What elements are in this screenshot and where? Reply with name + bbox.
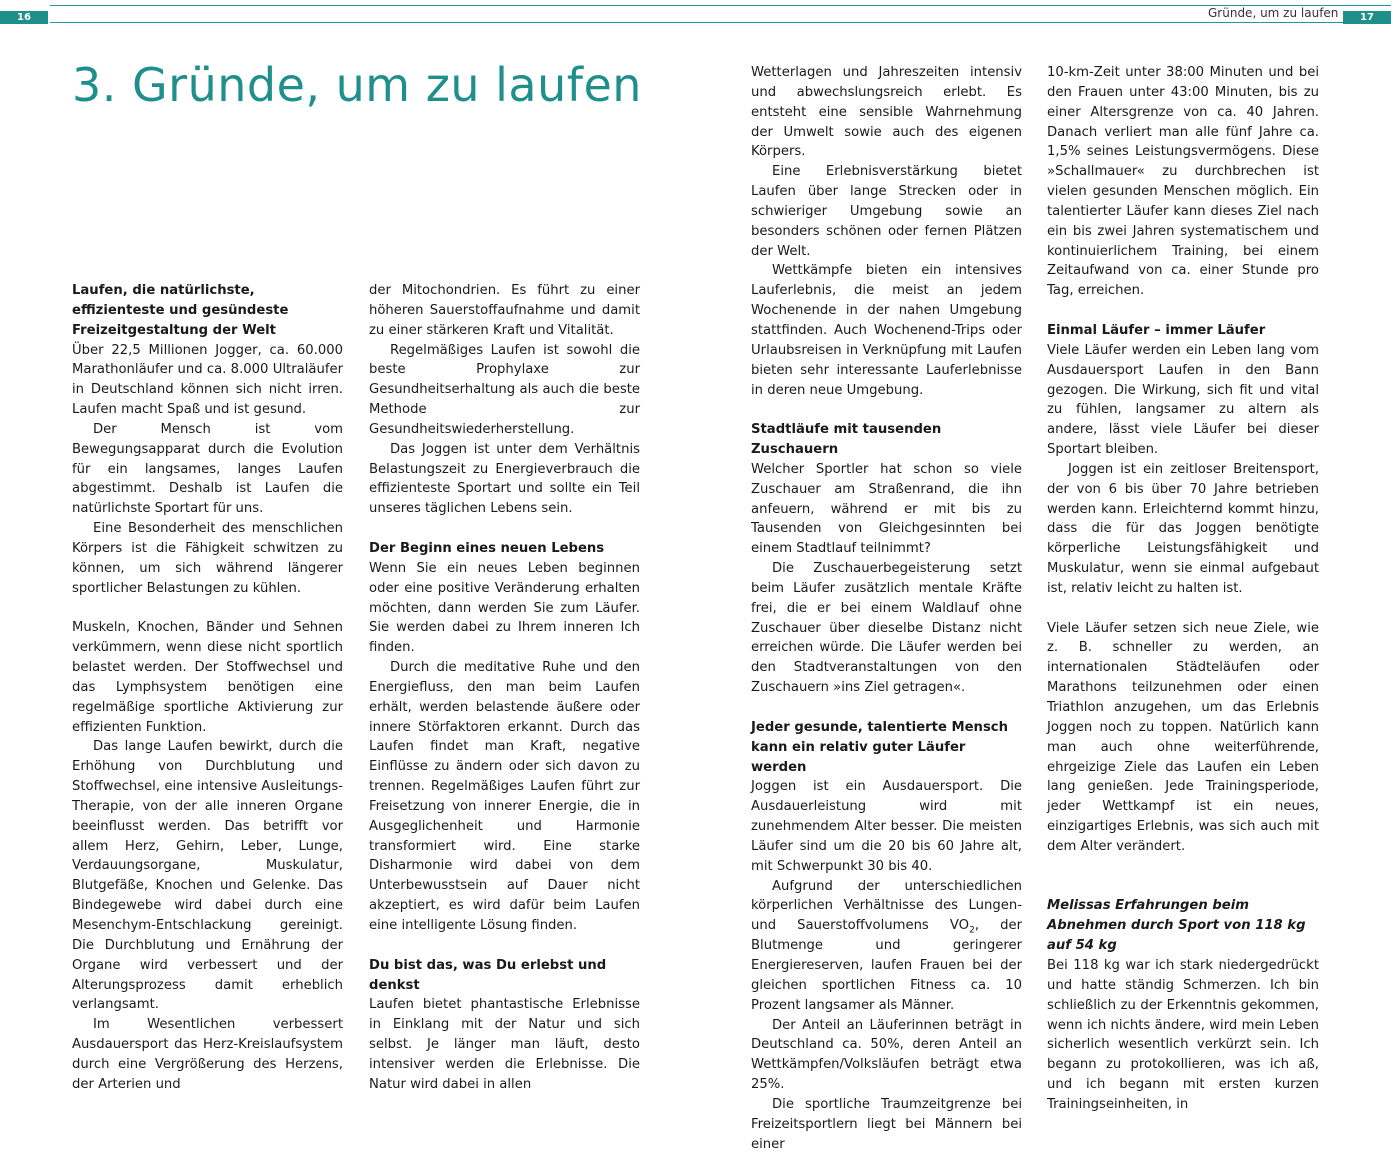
subscript: 2 — [969, 925, 975, 936]
paragraph-part: , der Blutmenge und geringerer Energiereserven, laufen Frauen bei der gleichen sportlichen Fitness ca. 10 Prozent langsamer als Männer. — [751, 918, 1023, 1013]
section-heading: Melissas Erfahrungen beim Abnehmen durch Sport von 118 kg auf 54 kg — [1047, 898, 1306, 954]
paragraph: Eine Erlebnisverstärkung bietet Laufen über lange Strecken oder in schwieriger Umgebung sowie an besonders schönen oder fernen Plätzen der Welt. — [751, 164, 1022, 259]
paragraph: Die sportliche Traumzeitgrenze bei Freizeitsportlern liegt bei Männern bei einer — [751, 1096, 1022, 1152]
paragraph: Über 22,5 Millionen Jogger, ca. 60.000 Marathonläufer und ca. 8.000 Ultraläufer in Deutschland können sich nicht irren. Laufen macht Spaß und ist gesund. — [72, 342, 343, 418]
paragraph: Durch die meditative Ruhe und den Energiefluss, den man beim Laufen erhält, werden belastende äußere oder innere Störfaktoren erkannt. Durch das Laufen findet man Kraft, negative Einflüsse zu ändern oder sich davon zu trennen. Regelmäßiges Laufen führt zur Freisetzung von innerer Energie, die in Ausgeglichenheit und Harmonie transformiert wird. Eine starke Disharmonie wird dabei von dem Unterbewusstsein auf Dauer nicht akzeptiert, es wird dafür beim Laufen eine intelligente Lösung finden. — [369, 660, 640, 933]
paragraph: Der Mensch ist vom Bewegungsapparat durch die Evolution für ein langsames, langes Laufen abgestimmt. Deshalb ist Laufen die natürlichste Sportart für uns. — [72, 421, 343, 517]
paragraph: Das lange Laufen bewirkt, durch die Erhöhung von Durchblutung und Stoffwechsel, eine intensive Ausleitungs-Therapie, von der alle inneren Organe beeinflusst werden. Das betrifft vor allem Herz, Gehirn, Leber, Lunge, Verdauungsorgane, Muskulatur, Blutgefäße, Knochen und Gelenke. Das Bindegewebe wird dabei durch eine Mesenchym-Entschlackung gereinigt. Die Durchblutung und Ernährung der Organe wird verbessert und der Alterungsprozess damit erheblich verlangsamt. — [72, 739, 343, 1013]
page-number-left: 16 — [0, 11, 48, 24]
paragraph: Joggen ist ein zeitloser Breitensport, der von 6 bis über 70 Jahre betrieben werden kann. Erleichternd kommt hinzu, dass die für das Joggen benötigte körperliche Leistungsfähigkeit und Muskulatur, wenn sie einmal aufgebaut ist, relativ leicht zu halten ist. — [1047, 461, 1319, 596]
header-rule-bottom — [50, 22, 1344, 23]
paragraph: Wetterlagen und Jahreszeiten intensiv und abwechslungsreich erlebt. Es entsteht eine sensible Wahrnehmung der Umwelt sowie auch des eigenen Körpers. — [751, 65, 1022, 160]
section-heading: Einmal Läufer – immer Läufer — [1047, 322, 1266, 338]
paragraph: Viele Läufer werden ein Leben lang vom Ausdauersport Laufen in den Bann gezogen. Die Wirkung, sich fit und vital zu fühlen, langsamer zu altern als andere, lässt viele Läufer bei dieser Sportart bleiben. — [1047, 342, 1319, 458]
column-1 — [72, 281, 343, 1095]
spacer — [369, 936, 640, 956]
section-heading: Jeder gesunde, talentierte Mensch kann ein relativ guter Läufer werden — [751, 719, 1009, 775]
spacer — [369, 519, 640, 539]
column-2 — [369, 281, 640, 1095]
paragraph: Wettkämpfe bieten ein intensives Lauferlebnis, die meist an jedem Wochenende in der nahen Umgebung stattfinden. Auch Wochenend-Trips oder Urlaubsreisen in Verknüpfung mit Laufen bieten sehr interessante Lauferlebnisse in deren neue Umgebung. — [751, 263, 1022, 398]
paragraph: der Mitochondrien. Es führt zu einer höheren Sauerstoffaufnahme und damit zu einer stärkeren Kraft und Vitalität. — [369, 283, 640, 338]
paragraph: 10-km-Zeit unter 38:00 Minuten und bei den Frauen unter 43:00 Minuten, bis zu einer Altersgrenze von ca. 40 Jahren. Danach verliert man alle fünf Jahre ca. 1,5% seines Leistungsvermögens. Diese »Schallmauer« zu durchbrechen ist vielen gesunden Menschen möglich. Ein talentierter Läufer kann dieses Ziel nach ein bis zwei Jahren systematischem und kontinuierlichem Training, bei einem Zeitaufwand von ca. einer Stunde pro Tag, erreichen. — [1047, 65, 1319, 299]
paragraph: Der Anteil an Läuferinnen beträgt in Deutschland ca. 50%, deren Anteil an Wettkämpfen/Volksläufen beträgt etwa 25%. — [751, 1017, 1022, 1093]
paragraph: Bei 118 kg war ich stark niedergedrückt und hatte ständig Schmerzen. Ich bin schließlich zu der Erkenntnis gekommen, wenn ich nichts ändere, wird mein Leben sicherlich wesentlich verkürzt sein. Ich begann zu protokollieren, was ich aß, und ich begann mit ersten kurzen Trainingseinheiten, in — [1047, 957, 1319, 1112]
paragraph: Laufen bietet phantastische Erlebnisse in Einklang mit der Natur und sich selbst. Je länger man läuft, desto intensiver werden die Erlebnisse. Die Natur wird dabei in allen — [369, 997, 640, 1092]
paragraph: Wenn Sie ein neues Leben beginnen oder eine positive Veränderung erhalten möchten, dann werden Sie zum Läufer. Sie werden dabei zu Ihrem inneren Ich finden. — [369, 560, 640, 656]
paragraph: Das Joggen ist unter dem Verhältnis Belastungszeit zu Energieverbrauch die effizienteste Sportart und sollte ein Teil unseres täglichen Lebens sein. — [369, 441, 640, 517]
paragraph: Im Wesentlichen verbessert Ausdauersport das Herz-Kreislaufsystem durch eine Vergrößerung des Herzens, der Arterien und — [72, 1017, 343, 1092]
paragraph: Muskeln, Knochen, Bänder und Sehnen verkümmern, wenn diese nicht sportlich belastet werden. Der Stoffwechsel und das Lymphsystem benötigen eine regelmäßige sportliche Aktivierung zur effizienten Funktion. — [72, 620, 343, 735]
section-heading: Du bist das, was Du erlebst und denkst — [369, 957, 607, 993]
spacer — [751, 400, 1022, 420]
spacer — [1047, 301, 1319, 321]
page-number-right: 17 — [1343, 11, 1391, 24]
paragraph: Viele Läufer setzen sich neue Ziele, wie z. B. schneller zu werden, an internationalen Städteläufen oder Marathons teilzunehmen oder einen Triathlon anzugehen, um das Erlebnis Joggen noch zu toppen. Natürlich kann man auch ohne weiterführende, ehrgeizige Ziele das Laufen ein Leben lang genießen. Jede Trainingsperiode, jeder Wettkampf ist ein neues, einzigartiges Erlebnis, was sich auch mit dem Alter verändert. — [1047, 620, 1319, 854]
spacer — [72, 599, 343, 619]
paragraph-part: Aufgrund der unterschiedlichen körperlichen Verhältnisse des Lungen- und Sauerstoffvolumens VO — [751, 878, 1022, 934]
running-head: Gründe, um zu laufen — [1208, 6, 1339, 20]
paragraph: Regelmäßiges Laufen ist sowohl die beste Prophylaxe zur Gesundheitserhaltung als auch die beste Methode zur Gesundheitswiederherstellung. — [369, 342, 640, 437]
section-heading: Der Beginn eines neuen Lebens — [369, 540, 605, 556]
paragraph: Joggen ist ein Ausdauersport. Die Ausdauerleistung wird mit zunehmendem Alter besser. Die meisten Läufer sind um die 20 bis 60 Jahre alt, mit Schwerpunkt 30 bis 40. — [751, 779, 1022, 874]
paragraph: Die Zuschauerbegeisterung setzt beim Läufer zusätzlich mentale Kräfte frei, die er bei einem Waldlauf ohne Zuschauer über dieselbe Distanz nicht erreichen würde. Die Läufer werden bei den Stadtveranstaltungen von den Zuschauern »ins Ziel getragen«. — [751, 561, 1022, 696]
spacer — [1047, 857, 1319, 897]
header-rule-top — [50, 5, 1391, 6]
chapter-title: 3. Gründe, um zu laufen — [72, 58, 642, 112]
paragraph — [751, 877, 1022, 1016]
spacer — [751, 698, 1022, 718]
column-3 — [751, 63, 1022, 1154]
section-heading: Laufen, die natürlichste, effizienteste und gesündeste Freizeitgestaltung der Welt — [72, 283, 289, 338]
spacer — [1047, 599, 1319, 619]
paragraph: Eine Besonderheit des menschlichen Körpers ist die Fähigkeit schwitzen zu können, um sich während längerer sportlicher Belastungen zu kühlen. — [72, 521, 343, 596]
column-4 — [1047, 63, 1319, 1115]
paragraph: Welcher Sportler hat schon so viele Zuschauer am Straßenrand, die ihn anfeuern, während er mit bis zu Tausenden von Gleichgesinnten bei einem Stadtlauf teilnimmt? — [751, 461, 1022, 557]
section-heading: Stadtläufe mit tausenden Zuschauern — [751, 422, 942, 458]
